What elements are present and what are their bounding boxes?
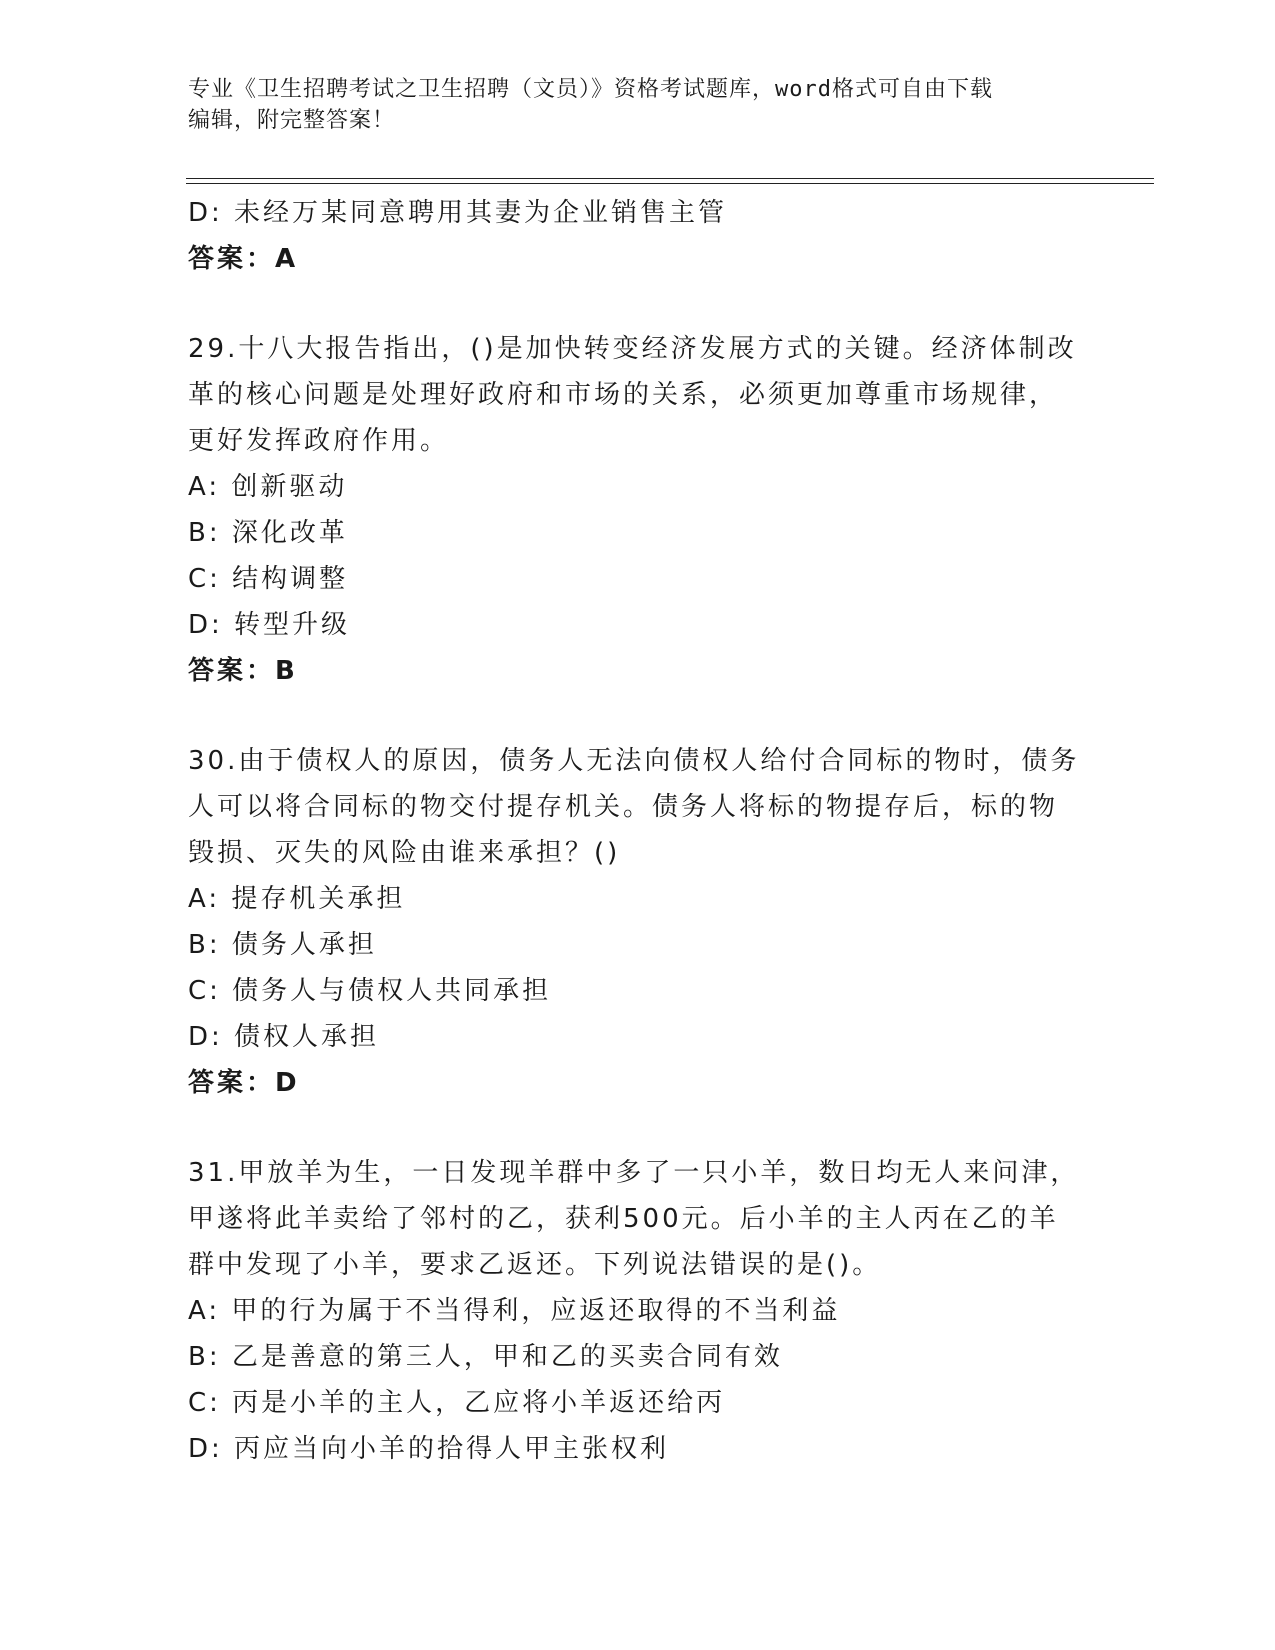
question-31	[188, 1150, 1088, 1472]
document-header	[188, 74, 1068, 136]
question-text-line: 群中发现了小羊，要求乙返还。下列说法错误的是()。	[188, 1250, 882, 1280]
option-b: B: 乙是善意的第三人，甲和乙的买卖合同有效	[188, 1342, 783, 1372]
question-text-line: 毁损、灭失的风险由谁来承担？()	[188, 838, 621, 868]
question-29	[188, 326, 1088, 694]
option-c: C: 丙是小羊的主人，乙应将小羊返还给丙	[188, 1388, 726, 1418]
answer: 答案：B	[188, 656, 298, 686]
question-text-line: 更好发挥政府作用。	[188, 426, 450, 456]
question-text-line: 甲遂将此羊卖给了邻村的乙，获利500元。后小羊的主人丙在乙的羊	[188, 1204, 1059, 1234]
option-b: B: 债务人承担	[188, 930, 377, 960]
question-30	[188, 738, 1088, 1106]
header-rule-top	[186, 178, 1154, 179]
option-a: A: 提存机关承担	[188, 884, 406, 914]
question-text-line: 29.十八大报告指出，()是加快转变经济发展方式的关键。经济体制改	[188, 334, 1077, 364]
option-d: D: 转型升级	[188, 610, 351, 640]
prev-answer: 答案：A	[188, 244, 299, 274]
header-line-2: 编辑，附完整答案！	[188, 108, 396, 133]
option-c: C: 结构调整	[188, 564, 349, 594]
question-text-line: 人可以将合同标的物交付提存机关。债务人将标的物提存后，标的物	[188, 792, 1059, 822]
option-d: D: 债权人承担	[188, 1022, 380, 1052]
header-line-1: 专业《卫生招聘考试之卫生招聘（文员）》资格考试题库，word格式可自由下载	[188, 77, 993, 102]
question-list	[188, 190, 1088, 1472]
option-d: D: 丙应当向小羊的拾得人甲主张权利	[188, 1434, 670, 1464]
question-text-line: 31.甲放羊为生，一日发现羊群中多了一只小羊，数日均无人来问津，	[188, 1158, 1080, 1188]
option-c: C: 债务人与债权人共同承担	[188, 976, 552, 1006]
question-text-line: 革的核心问题是处理好政府和市场的关系，必须更加尊重市场规律，	[188, 380, 1059, 410]
question-text-line: 30.由于债权人的原因，债务人无法向债权人给付合同标的物时，债务	[188, 746, 1080, 776]
option-a: A: 创新驱动	[188, 472, 348, 502]
option-b: B: 深化改革	[188, 518, 348, 548]
option-a: A: 甲的行为属于不当得利，应返还取得的不当利益	[188, 1296, 841, 1326]
prev-option-d: D: 未经万某同意聘用其妻为企业销售主管	[188, 198, 728, 228]
answer: 答案：D	[188, 1068, 300, 1098]
header-rule-bottom	[186, 183, 1154, 184]
